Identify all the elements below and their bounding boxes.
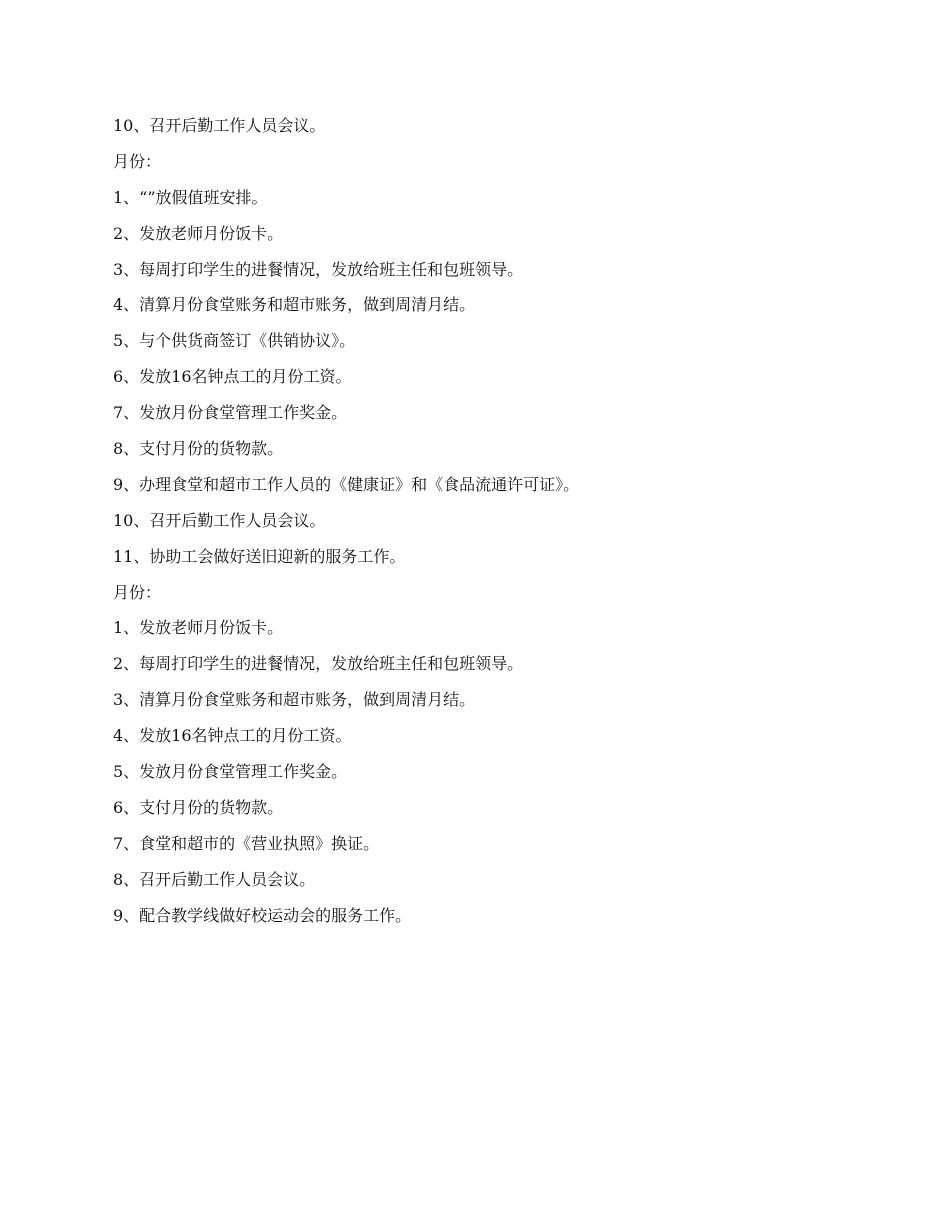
- text-line: 4、清算月份食堂账务和超市账务，做到周清月结。: [113, 295, 476, 315]
- text-line: 2、发放老师月份饭卡。: [113, 223, 284, 243]
- text-line: 6、发放16名钟点工的月份工资。: [113, 367, 352, 387]
- text-line: 11、协助工会做好送旧迎新的服务工作。: [113, 546, 406, 566]
- document-body: [113, 108, 873, 933]
- text-line: 10、召开后勤工作人员会议。: [113, 116, 326, 135]
- text-line: 4、发放16名钟点工的月份工资。: [113, 726, 352, 746]
- text-line: 5、与个供货商签订《供销协议》。: [113, 331, 356, 351]
- text-line: 7、发放月份食堂管理工作奖金。: [113, 403, 348, 423]
- month-heading: 月份：: [113, 151, 162, 171]
- text-line: 1、“”放假值班安排。: [113, 187, 268, 207]
- text-line: 9、办理食堂和超市工作人员的《健康证》和《食品流通许可证》。: [113, 474, 580, 494]
- text-line: 3、每周打印学生的进餐情况，发放给班主任和包班领导。: [113, 259, 524, 279]
- text-line: 1、发放老师月份饭卡。: [113, 618, 284, 638]
- text-line: 10、召开后勤工作人员会议。: [113, 510, 326, 530]
- month-heading: 月份：: [113, 582, 162, 602]
- text-line: 3、清算月份食堂账务和超市账务，做到周清月结。: [113, 690, 476, 710]
- text-line: 9、配合教学线做好校运动会的服务工作。: [113, 905, 412, 925]
- text-line: 7、食堂和超市的《营业执照》换证。: [113, 833, 380, 853]
- text-line: 5、发放月份食堂管理工作奖金。: [113, 762, 348, 782]
- text-line: 2、每周打印学生的进餐情况，发放给班主任和包班领导。: [113, 654, 524, 674]
- text-line: 8、召开后勤工作人员会议。: [113, 869, 316, 889]
- text-line: 6、支付月份的货物款。: [113, 797, 284, 817]
- text-line: 8、支付月份的货物款。: [113, 439, 284, 459]
